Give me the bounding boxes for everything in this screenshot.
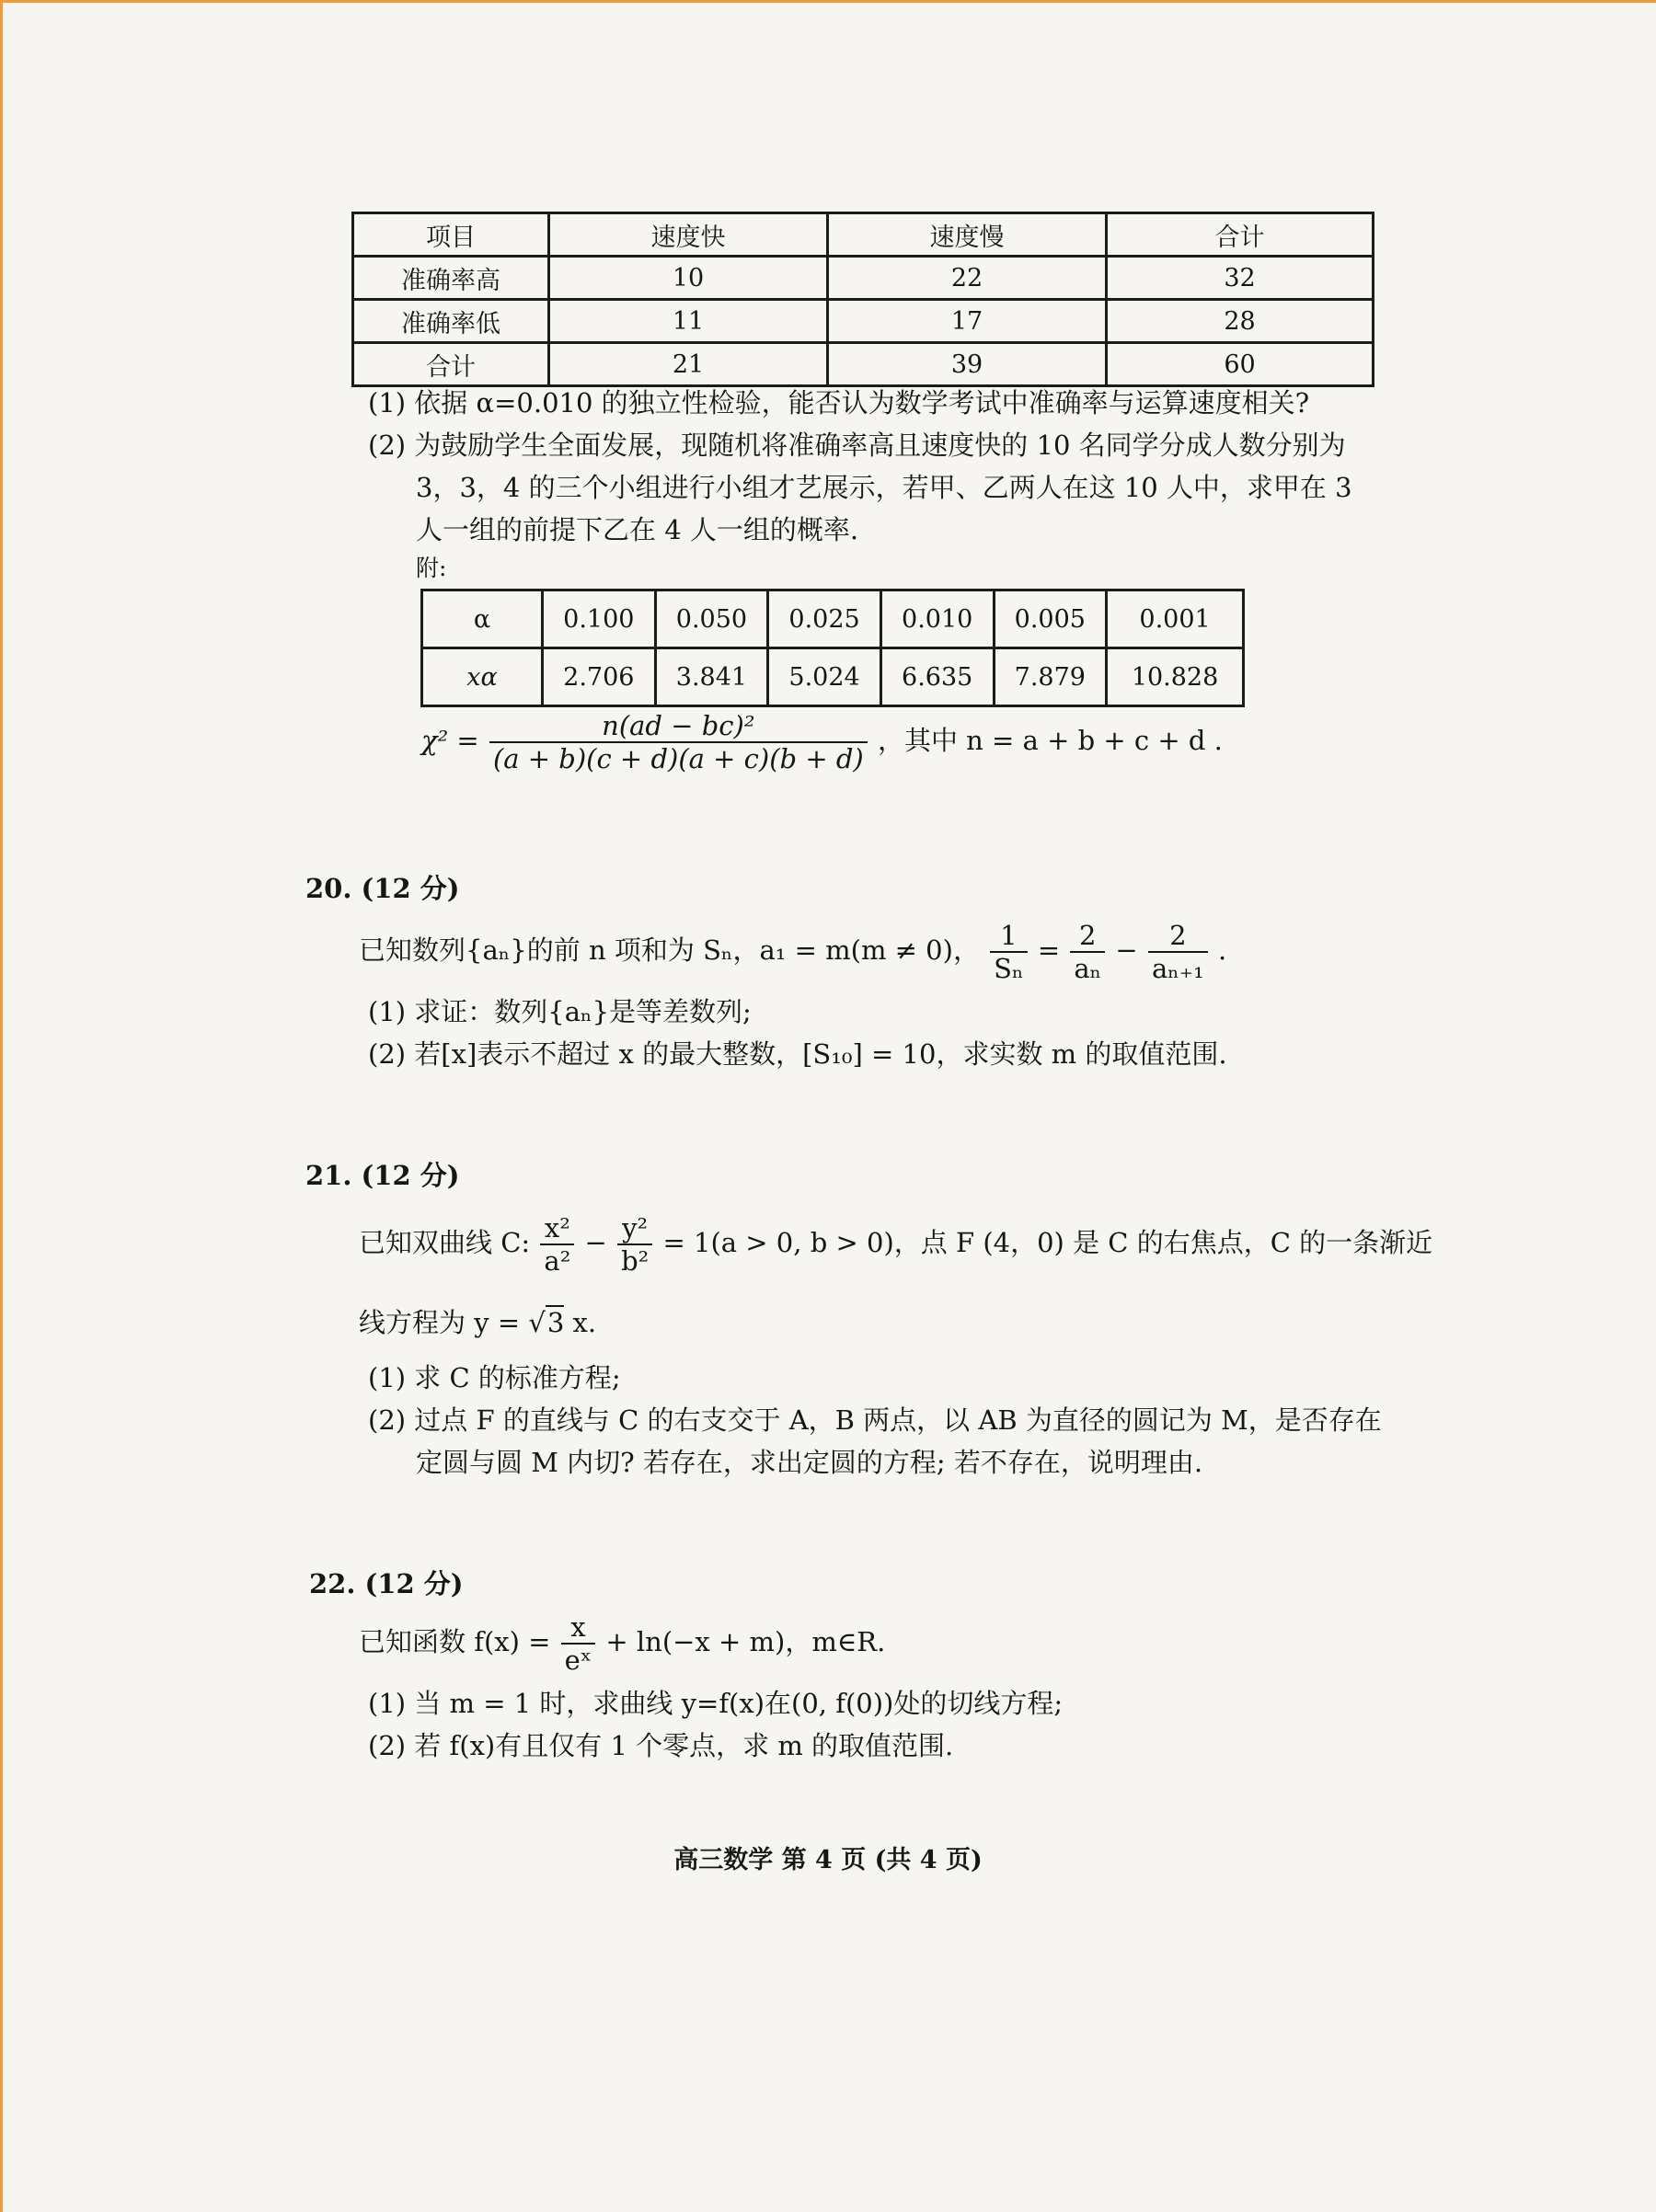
period: . xyxy=(1217,934,1227,966)
q21-header: 21. (12 分) xyxy=(305,1160,460,1191)
fraction-denominator: aₙ xyxy=(1074,953,1102,984)
q22-stem-text: 已知函数 f(x) = xyxy=(359,1626,551,1657)
table-cell: 2.706 xyxy=(543,648,656,706)
sqrt-radicand: 3 xyxy=(546,1307,565,1338)
formula-tail: ，其中 n = a + b + c + d . xyxy=(877,725,1223,756)
fraction-denominator: aₙ₊₁ xyxy=(1151,953,1204,984)
table-cell: 0.100 xyxy=(543,590,656,648)
q21-stem-text: 已知双曲线 C: xyxy=(359,1227,531,1258)
q19-part2-line1: (2) 为鼓励学生全面发展，现随机将准确率高且速度快的 10 名同学分成人数分别为 xyxy=(368,430,1346,461)
contingency-table xyxy=(351,212,1374,387)
minus-sign: − xyxy=(1115,934,1138,966)
table-cell: 准确率低 xyxy=(353,300,549,343)
formula-lhs: χ² = xyxy=(421,725,479,756)
equals-sign: = xyxy=(1037,934,1061,966)
table-row xyxy=(353,257,1374,300)
table-row xyxy=(353,213,1374,257)
q19-part2-line2: 3，3，4 的三个小组进行小组才艺展示，若甲、乙两人在这 10 人中，求甲在 3 xyxy=(416,472,1352,503)
q22-part1: (1) 当 m = 1 时，求曲线 y=f(x)在(0, f(0))处的切线方程; xyxy=(368,1688,1064,1719)
formula-fraction xyxy=(489,710,868,774)
table-cell: 0.050 xyxy=(655,590,768,648)
q22-header: 22. (12 分) xyxy=(309,1568,464,1599)
q21-fraction xyxy=(617,1212,652,1277)
table-cell: 0.010 xyxy=(880,590,994,648)
q21-stem-text: 线方程为 y = xyxy=(359,1307,521,1338)
page-footer: 高三数学 第 4 页 (共 4 页) xyxy=(673,1846,983,1874)
q21-stem-text: = 1(a > 0, b > 0)，点 F (4，0) 是 C 的右焦点，C 的一条渐近 xyxy=(662,1227,1433,1258)
q21-fraction xyxy=(540,1212,574,1277)
table-row xyxy=(422,648,1244,706)
q21-part1: (1) 求 C 的标准方程; xyxy=(368,1362,621,1393)
table-cell: 22 xyxy=(828,257,1107,300)
table-row xyxy=(353,300,1374,343)
q22-stem-text: + ln(−x + m)，m∈R. xyxy=(605,1626,886,1657)
q19-part1: (1) 依据 α=0.010 的独立性检验，能否认为数学考试中准确率与运算速度相关? xyxy=(368,387,1310,418)
table-cell: 11 xyxy=(549,300,828,343)
fraction-denominator: a² xyxy=(544,1245,571,1277)
q22-fraction xyxy=(561,1611,595,1676)
table-cell: 39 xyxy=(828,343,1107,386)
table-row xyxy=(422,590,1244,648)
table-header-cell: xα xyxy=(422,648,543,706)
formula-denominator: (a + b)(c + d)(a + c)(b + d) xyxy=(492,743,864,774)
q20-stem xyxy=(359,920,1226,984)
table-cell: 10.828 xyxy=(1107,648,1244,706)
fraction-numerator: x xyxy=(561,1611,595,1645)
table-cell: 0.025 xyxy=(768,590,881,648)
q21-part2-line1: (2) 过点 F 的直线与 C 的右支交于 A，B 两点，以 AB 为直径的圆记为 M，是否存在 xyxy=(368,1404,1382,1436)
q20-fraction xyxy=(1148,920,1208,984)
q20-fraction xyxy=(990,920,1027,984)
q20-part1: (1) 求证：数列{aₙ}是等差数列; xyxy=(368,996,752,1027)
q22-part2: (2) 若 f(x)有且仅有 1 个零点，求 m 的取值范围. xyxy=(368,1730,954,1761)
table-cell: 合计 xyxy=(353,343,549,386)
q21-part2-line2: 定圆与圆 M 内切? 若存在，求出定圆的方程; 若不存在，说明理由. xyxy=(416,1447,1203,1478)
critical-value-table xyxy=(420,589,1245,707)
table-cell: 7.879 xyxy=(994,648,1107,706)
fraction-numerator: 1 xyxy=(990,920,1027,953)
table-cell: 6.635 xyxy=(880,648,994,706)
table-header-cell: 速度慢 xyxy=(828,213,1107,257)
table-cell: 10 xyxy=(549,257,828,300)
fraction-numerator: 2 xyxy=(1148,920,1208,953)
q19-part2-line3: 人一组的前提下乙在 4 人一组的概率. xyxy=(416,514,859,545)
table-cell: 3.841 xyxy=(655,648,768,706)
table-cell: 5.024 xyxy=(768,648,881,706)
fraction-denominator: Sₙ xyxy=(994,953,1024,984)
table-row xyxy=(353,343,1374,386)
table-header-cell: α xyxy=(422,590,543,648)
table-cell: 21 xyxy=(549,343,828,386)
fraction-numerator: x² xyxy=(540,1212,574,1245)
table-cell: 32 xyxy=(1107,257,1374,300)
table-cell: 28 xyxy=(1107,300,1374,343)
table-header-cell: 项目 xyxy=(353,213,549,257)
q20-fraction xyxy=(1070,920,1105,984)
q22-stem xyxy=(359,1611,885,1676)
table-cell: 60 xyxy=(1107,343,1374,386)
minus-sign: − xyxy=(584,1227,607,1258)
formula-numerator: n(ad − bc)² xyxy=(489,710,868,743)
q21-stem-text: x. xyxy=(572,1307,597,1338)
chi-square-formula xyxy=(421,710,1223,774)
table-header-cell: 合计 xyxy=(1107,213,1374,257)
q21-stem xyxy=(359,1212,1432,1277)
fraction-numerator: y² xyxy=(617,1212,652,1245)
fraction-denominator: eˣ xyxy=(564,1645,592,1676)
table-header-cell: 速度快 xyxy=(549,213,828,257)
fraction-denominator: b² xyxy=(621,1245,650,1277)
q20-part2: (2) 若[x]表示不超过 x 的最大整数，[S₁₀] = 10，求实数 m 的取值范围. xyxy=(368,1038,1227,1070)
table-cell: 0.005 xyxy=(994,590,1107,648)
table-cell: 0.001 xyxy=(1107,590,1244,648)
table-cell: 17 xyxy=(828,300,1107,343)
appendix-label: 附: xyxy=(416,555,447,581)
q21-asymptote xyxy=(359,1302,596,1343)
table-cell: 准确率高 xyxy=(353,257,549,300)
q20-stem-text: 已知数列{aₙ}的前 n 项和为 Sₙ，a₁ = m(m ≠ 0)， xyxy=(359,934,980,966)
fraction-numerator: 2 xyxy=(1070,920,1105,953)
sqrt-symbol: √ xyxy=(528,1307,546,1338)
q20-header: 20. (12 分) xyxy=(305,873,460,904)
